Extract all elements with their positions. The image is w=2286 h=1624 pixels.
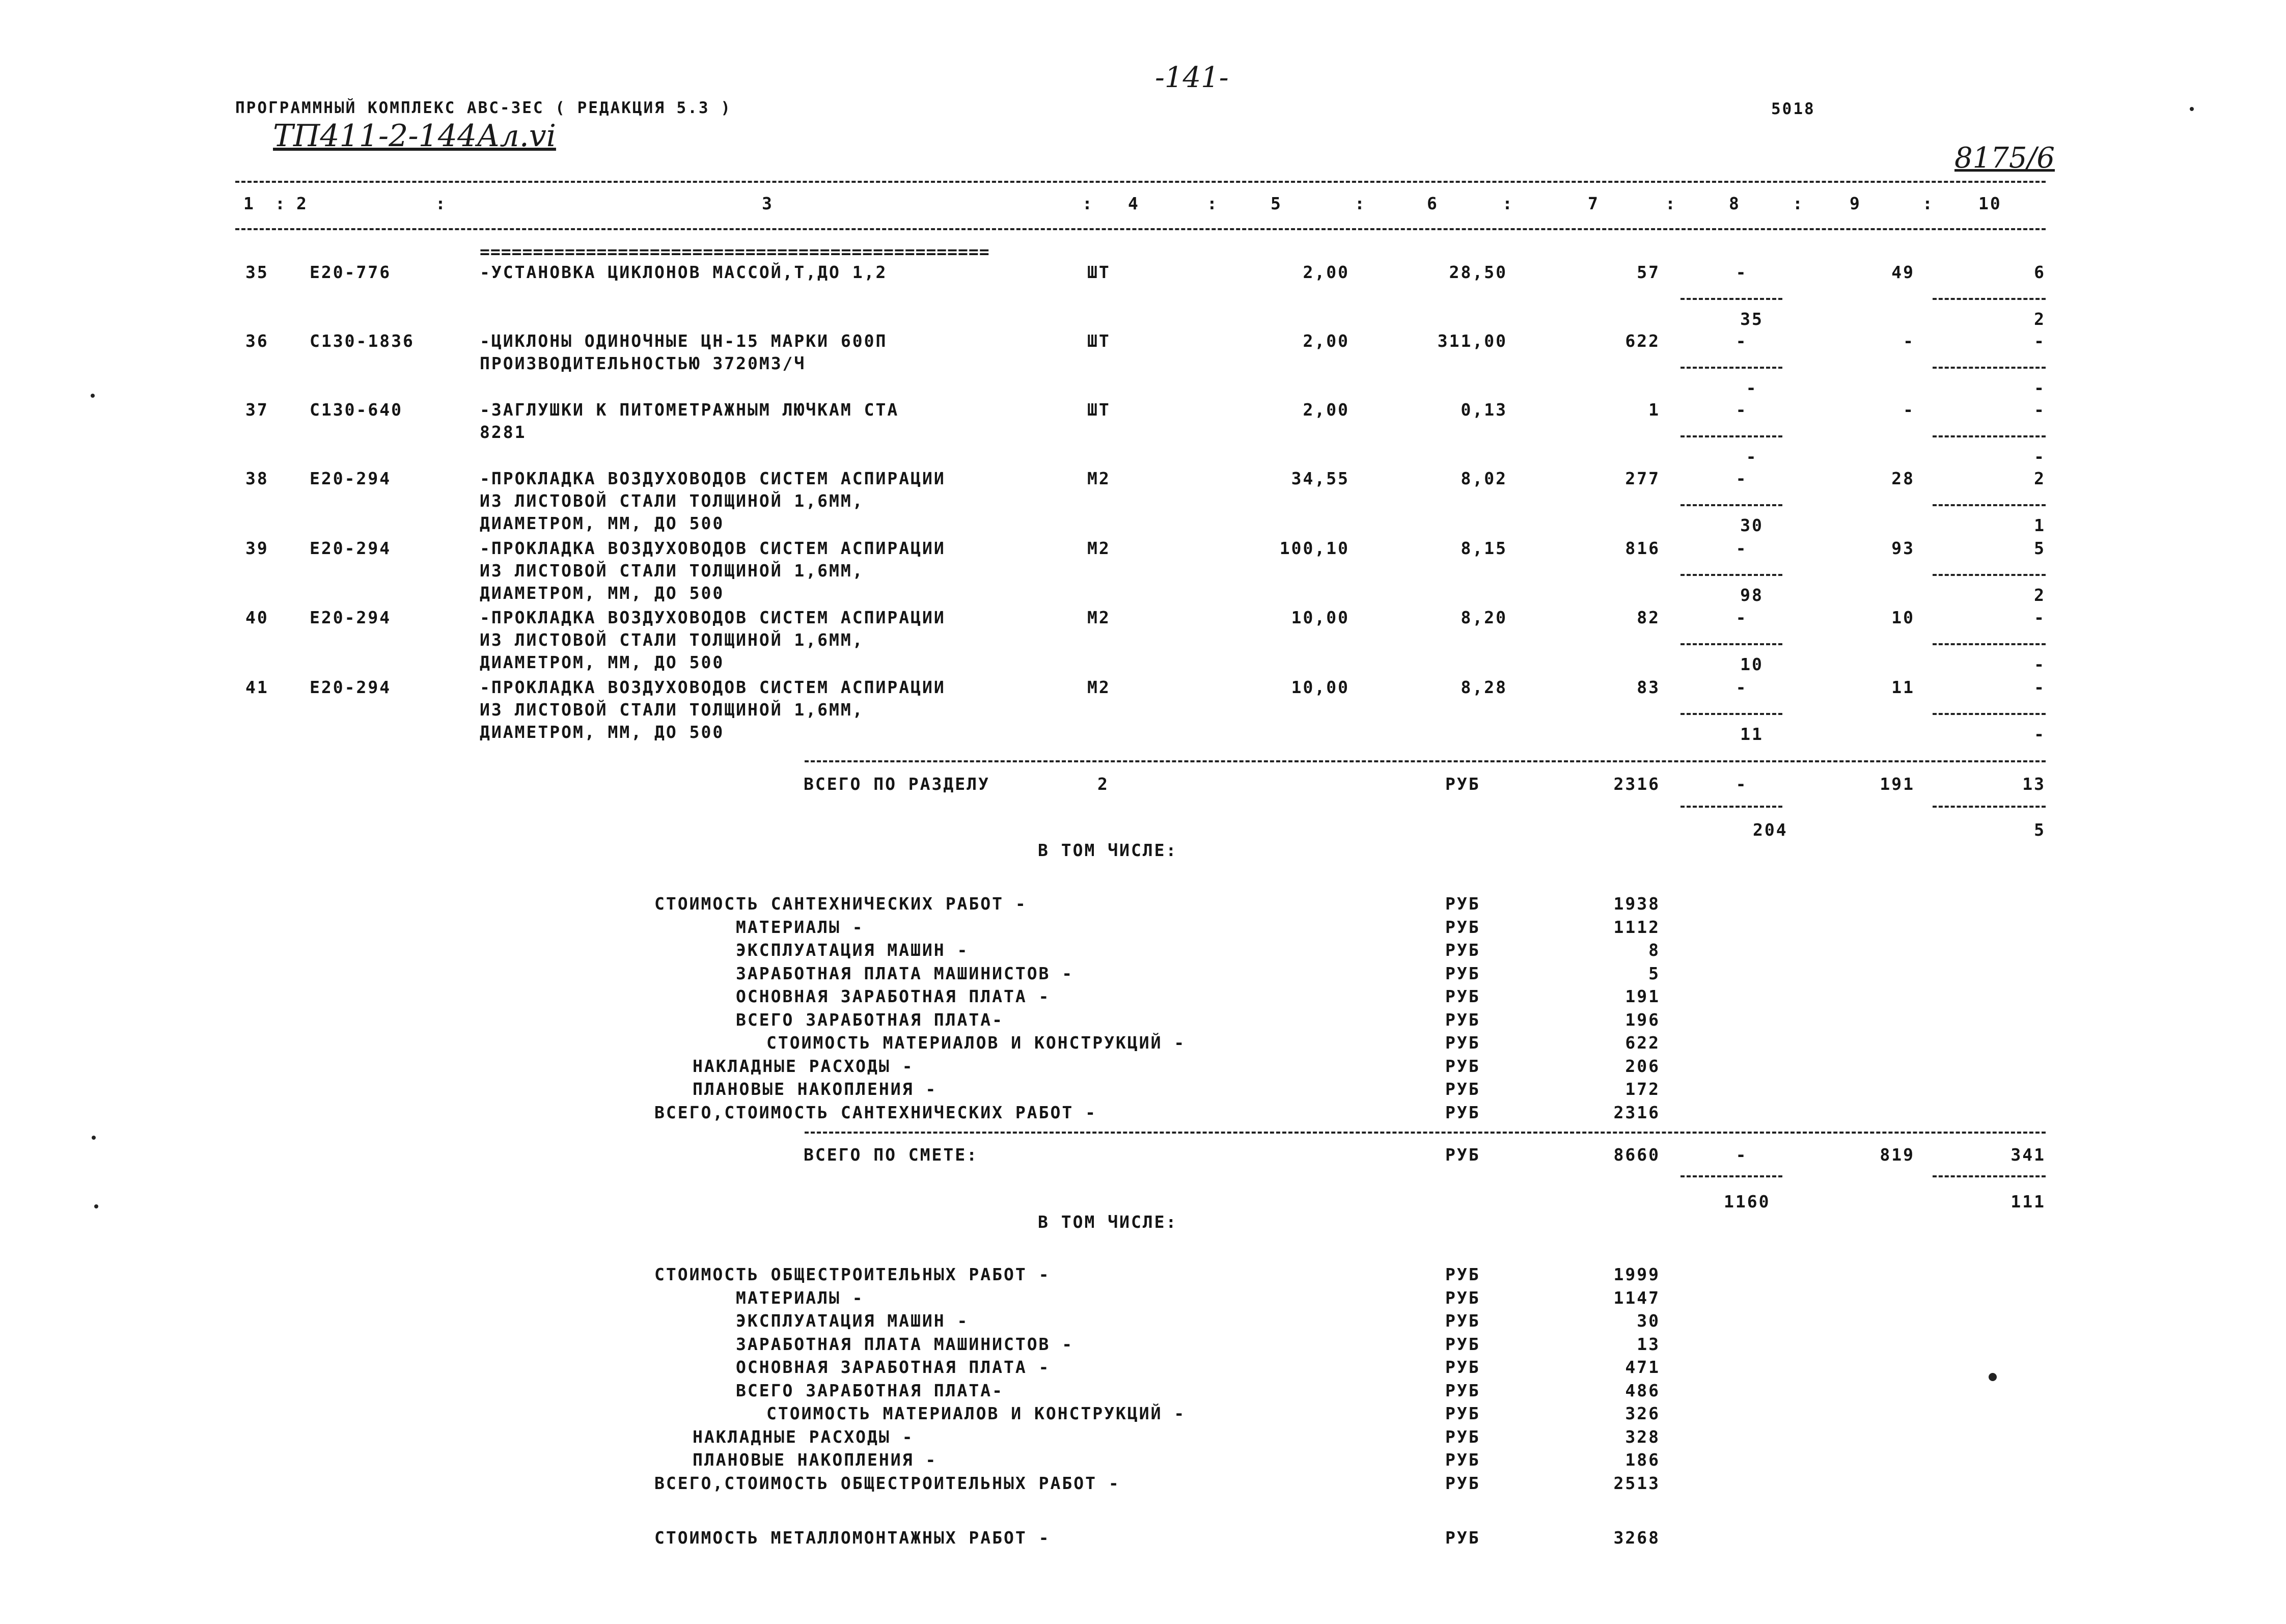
estimate-total-c8: - — [1736, 1145, 1748, 1165]
header-top-rule — [235, 181, 2046, 183]
row-description-line: ДИАМЕТРОМ, ММ, ДО 500 — [480, 513, 725, 533]
row-code: Е20-776 — [310, 262, 392, 282]
row-number: 41 — [245, 677, 269, 697]
scan-speck — [92, 1136, 96, 1140]
breakdown-unit: РУБ — [1445, 963, 1480, 983]
row-description-line: -ЗАГЛУШКИ К ПИТОМЕТРАЖНЫМ ЛЮЧКАМ СТА — [480, 400, 899, 420]
row-c10b: 2 — [2034, 585, 2046, 605]
row-description-line: ИЗ ЛИСТОВОЙ СТАЛИ ТОЛЩИНОЙ 1,6ММ, — [480, 700, 864, 720]
breakdown-unit: РУБ — [1445, 1079, 1480, 1099]
row-c8-rule — [1681, 713, 1782, 715]
breakdown-unit: РУБ — [1445, 1102, 1480, 1122]
row-number: 38 — [245, 469, 269, 488]
breakdown-label: ЗАРАБОТНАЯ ПЛАТА МАШИНИСТОВ - — [736, 1334, 1074, 1354]
breakdown-unit: РУБ — [1445, 1287, 1480, 1308]
row-number: 40 — [245, 608, 269, 627]
row-c8b: - — [1746, 447, 1758, 466]
row-c10b: 1 — [2034, 515, 2046, 535]
row-c9: 28 — [1891, 469, 1915, 488]
row-c10b: - — [2034, 447, 2046, 466]
row-c8: - — [1736, 608, 1748, 627]
row-code: С130-1836 — [310, 331, 415, 351]
row-c10b: - — [2034, 378, 2046, 398]
row-c9: 11 — [1891, 677, 1915, 697]
row-description-line: ДИАМЕТРОМ, ММ, ДО 500 — [480, 722, 725, 742]
breakdown-unit: РУБ — [1445, 1403, 1480, 1423]
row-c8b: 98 — [1740, 585, 1764, 605]
estimate-total-label: ВСЕГО ПО СМЕТЕ: — [804, 1145, 979, 1165]
breakdown-label: СТОИМОСТЬ МАТЕРИАЛОВ И КОНСТРУКЦИЙ - — [766, 1403, 1186, 1423]
estimate-total-c10: 341 — [2010, 1145, 2046, 1165]
section-total-c10: 13 — [2022, 774, 2046, 794]
breakdown-unit: РУБ — [1445, 1311, 1480, 1331]
row-description-line: ПРОИЗВОДИТЕЛЬНОСТЬЮ 3720М3/Ч — [480, 353, 806, 373]
row-total: 622 — [1625, 331, 1660, 351]
page-number: -141- — [1155, 61, 1229, 94]
row-c8: - — [1736, 469, 1748, 488]
breakdown-value: 172 — [1625, 1079, 1660, 1099]
breakdown-value: 326 — [1625, 1403, 1660, 1423]
breakdown-value: 1999 — [1613, 1264, 1660, 1284]
breakdown-unit: РУБ — [1445, 1009, 1480, 1030]
breakdown-label: ПЛАНОВЫЕ НАКОПЛЕНИЯ - — [693, 1079, 938, 1099]
breakdown-label: ПЛАНОВЫЕ НАКОПЛЕНИЯ - — [693, 1450, 938, 1470]
breakdown-value: 5 — [1648, 963, 1660, 983]
estimate-total-c8b: 1160 — [1724, 1192, 1771, 1212]
breakdown-label: НАКЛАДНЫЕ РАСХОДЫ - — [693, 1056, 914, 1076]
column-separator: : — [1793, 194, 1804, 213]
breakdown-unit: РУБ — [1445, 1056, 1480, 1076]
estimate-total-value: 8660 — [1613, 1145, 1660, 1165]
row-number: 39 — [245, 538, 269, 558]
estimate-total-c8-rule — [1681, 1175, 1782, 1177]
section-total-c8-rule — [1681, 806, 1782, 808]
archive-stamp: 8175/6 — [1954, 142, 2055, 175]
row-c9: 93 — [1891, 538, 1915, 558]
row-unit: ШТ — [1087, 400, 1111, 420]
row-c8-rule — [1681, 298, 1782, 300]
breakdown-value: 1938 — [1613, 894, 1660, 914]
row-c10b: 2 — [2034, 309, 2046, 329]
row-c10-rule — [1933, 713, 2046, 715]
column-separator: : — [1355, 194, 1366, 213]
row-c8: - — [1736, 331, 1748, 351]
section-total-value: 2316 — [1613, 774, 1660, 794]
row-unit-price: 28,50 — [1449, 262, 1507, 282]
row-code: С130-640 — [310, 400, 403, 420]
breakdown-unit: РУБ — [1445, 1334, 1480, 1354]
breakdown-label: ВСЕГО ЗАРАБОТНАЯ ПЛАТА- — [736, 1380, 1004, 1400]
section-total-c8b: 204 — [1753, 820, 1788, 840]
breakdown-value: 486 — [1625, 1380, 1660, 1400]
column-header-4: 4 — [1128, 194, 1140, 213]
column-separator: : — [1207, 194, 1219, 213]
breakdown-value: 191 — [1625, 986, 1660, 1006]
column-separator: : — [275, 194, 287, 213]
column-header-8: 8 — [1729, 194, 1741, 213]
row-c8-rule — [1681, 504, 1782, 506]
row-total: 57 — [1637, 262, 1660, 282]
row-quantity: 100,10 — [1279, 538, 1349, 558]
estimate-total-c10-rule — [1933, 1175, 2046, 1177]
row-unit-price: 0,13 — [1461, 400, 1507, 420]
section-total-rule — [805, 760, 2046, 762]
row-description-line: -ПРОКЛАДКА ВОЗДУХОВОДОВ СИСТЕМ АСПИРАЦИИ — [480, 608, 946, 627]
row-c10-rule — [1933, 298, 2046, 300]
breakdown-value: 13 — [1637, 1334, 1660, 1354]
row-code: Е20-294 — [310, 677, 392, 697]
row-unit: ШТ — [1087, 331, 1111, 351]
row-unit: М2 — [1087, 608, 1111, 627]
row-description-line: -ПРОКЛАДКА ВОЗДУХОВОДОВ СИСТЕМ АСПИРАЦИИ — [480, 677, 946, 697]
row-quantity: 10,00 — [1291, 677, 1349, 697]
scan-speck — [2190, 107, 2194, 111]
row-c8b: 10 — [1740, 654, 1764, 674]
column-header-9: 9 — [1850, 194, 1861, 213]
breakdown2-heading: В ТОМ ЧИСЛЕ: — [1038, 1212, 1178, 1232]
section-total-number: 2 — [1097, 774, 1109, 794]
row-total: 82 — [1637, 608, 1660, 627]
row-number: 36 — [245, 331, 269, 351]
estimate-total-c9: 819 — [1880, 1145, 1915, 1165]
row-quantity: 10,00 — [1291, 608, 1349, 627]
column-header-3: 3 — [762, 194, 774, 213]
breakdown-unit: РУБ — [1445, 894, 1480, 914]
row-c10-rule — [1933, 643, 2046, 645]
breakdown-unit: РУБ — [1445, 940, 1480, 960]
header-bottom-rule — [235, 228, 2046, 230]
row-unit-price: 311,00 — [1437, 331, 1507, 351]
scan-speck — [94, 1204, 98, 1208]
breakdown-value: 8 — [1648, 940, 1660, 960]
section-total-label: ВСЕГО ПО РАЗДЕЛУ — [804, 774, 990, 794]
column-header-2: 2 — [296, 194, 308, 213]
column-header-5: 5 — [1271, 194, 1282, 213]
section-total-c9: 191 — [1880, 774, 1915, 794]
section-total-unit: РУБ — [1445, 774, 1480, 794]
row-c10: - — [2034, 400, 2046, 420]
row-c10: 5 — [2034, 538, 2046, 558]
breakdown-value: 2513 — [1613, 1473, 1660, 1493]
row-unit-price: 8,02 — [1461, 469, 1507, 488]
row-total: 277 — [1625, 469, 1660, 488]
breakdown-value: 3268 — [1613, 1528, 1660, 1548]
row-number: 37 — [245, 400, 269, 420]
row-description-line: ИЗ ЛИСТОВОЙ СТАЛИ ТОЛЩИНОЙ 1,6ММ, — [480, 491, 864, 511]
row-c10-rule — [1933, 504, 2046, 506]
row-c10b: - — [2034, 654, 2046, 674]
breakdown-value: 196 — [1625, 1009, 1660, 1030]
estimate-total-unit: РУБ — [1445, 1145, 1480, 1165]
breakdown-value: 30 — [1637, 1311, 1660, 1331]
estimate-total-rule — [805, 1132, 2046, 1134]
breakdown-unit: РУБ — [1445, 1473, 1480, 1493]
column-header-1: 1 — [243, 194, 255, 213]
column-separator: : — [1502, 194, 1514, 213]
breakdown-value: 1147 — [1613, 1287, 1660, 1308]
row-unit-price: 8,15 — [1461, 538, 1507, 558]
row-unit: М2 — [1087, 469, 1111, 488]
row-total: 816 — [1625, 538, 1660, 558]
breakdown-unit: РУБ — [1445, 1357, 1480, 1377]
row-total: 1 — [1648, 400, 1660, 420]
row-description-line: ДИАМЕТРОМ, ММ, ДО 500 — [480, 583, 725, 603]
row-c10: 2 — [2034, 469, 2046, 488]
row-description-line: -ПРОКЛАДКА ВОЗДУХОВОДОВ СИСТЕМ АСПИРАЦИИ — [480, 469, 946, 488]
breakdown-unit: РУБ — [1445, 1380, 1480, 1400]
column-header-10: 10 — [1978, 194, 2002, 213]
section-total-c8: - — [1736, 774, 1748, 794]
row-description-line: ИЗ ЛИСТОВОЙ СТАЛИ ТОЛЩИНОЙ 1,6ММ, — [480, 561, 864, 581]
row-c8b: - — [1746, 378, 1758, 398]
section-total-c10-rule — [1933, 806, 2046, 808]
row-c10: 6 — [2034, 262, 2046, 282]
breakdown-label: ЭКСПЛУАТАЦИЯ МАШИН - — [736, 1311, 969, 1331]
row-c10-rule — [1933, 367, 2046, 369]
column-header-6: 6 — [1427, 194, 1439, 213]
row-description-line: -ПРОКЛАДКА ВОЗДУХОВОДОВ СИСТЕМ АСПИРАЦИИ — [480, 538, 946, 558]
row-c10b: - — [2034, 724, 2046, 744]
row-c10-rule — [1933, 435, 2046, 437]
row-description-line: -УСТАНОВКА ЦИКЛОНОВ МАССОЙ,Т,ДО 1,2 — [480, 262, 888, 282]
breakdown-label: ОСНОВНАЯ ЗАРАБОТНАЯ ПЛАТА - — [736, 1357, 1051, 1377]
row-c8b: 35 — [1740, 309, 1764, 329]
breakdown-unit: РУБ — [1445, 986, 1480, 1006]
breakdown-label: ОСНОВНАЯ ЗАРАБОТНАЯ ПЛАТА - — [736, 986, 1051, 1006]
section-divider: ================================================ — [480, 242, 990, 262]
row-c8-rule — [1681, 643, 1782, 645]
row-c8: - — [1736, 538, 1748, 558]
row-c8: - — [1736, 262, 1748, 282]
breakdown-label: СТОИМОСТЬ МАТЕРИАЛОВ И КОНСТРУКЦИЙ - — [766, 1033, 1186, 1053]
column-separator: : — [1665, 194, 1677, 213]
row-quantity: 2,00 — [1303, 331, 1349, 351]
breakdown-unit: РУБ — [1445, 1528, 1480, 1548]
breakdown-value: 186 — [1625, 1450, 1660, 1470]
row-code: Е20-294 — [310, 608, 392, 627]
row-c9: 49 — [1891, 262, 1915, 282]
row-description-line: ДИАМЕТРОМ, ММ, ДО 500 — [480, 652, 725, 672]
row-description-line: 8281 — [480, 422, 527, 442]
document-code: 5018 — [1771, 100, 1815, 118]
breakdown-label: НАКЛАДНЫЕ РАСХОДЫ - — [693, 1426, 914, 1447]
breakdown-value: 2316 — [1613, 1102, 1660, 1122]
program-header: ПРОГРАММНЫЙ КОМПЛЕКС АВС-ЗЕС ( РЕДАКЦИЯ 5.3 ) — [235, 99, 732, 117]
breakdown-unit: РУБ — [1445, 1450, 1480, 1470]
row-description-line: -ЦИКЛОНЫ ОДИНОЧНЫЕ ЦН-15 МАРКИ 600П — [480, 331, 888, 351]
row-c8: - — [1736, 677, 1748, 697]
row-c10-rule — [1933, 574, 2046, 576]
column-separator: : — [1082, 194, 1094, 213]
section-total-c10b: 5 — [2034, 820, 2046, 840]
row-c9: - — [1903, 400, 1915, 420]
row-unit: М2 — [1087, 677, 1111, 697]
breakdown-value: 1112 — [1613, 917, 1660, 937]
breakdown-value: 328 — [1625, 1426, 1660, 1447]
row-description-line: ИЗ ЛИСТОВОЙ СТАЛИ ТОЛЩИНОЙ 1,6ММ, — [480, 630, 864, 650]
row-quantity: 2,00 — [1303, 262, 1349, 282]
row-c8-rule — [1681, 574, 1782, 576]
breakdown-label: СТОИМОСТЬ ОБЩЕСТРОИТЕЛЬНЫХ РАБОТ - — [654, 1264, 1051, 1284]
breakdown-label: ЗАРАБОТНАЯ ПЛАТА МАШИНИСТОВ - — [736, 963, 1074, 983]
row-quantity: 34,55 — [1291, 469, 1349, 488]
row-unit-price: 8,28 — [1461, 677, 1507, 697]
row-c9: - — [1903, 331, 1915, 351]
scan-speck — [91, 394, 95, 398]
breakdown-label: ВСЕГО,СТОИМОСТЬ ОБЩЕСТРОИТЕЛЬНЫХ РАБОТ - — [654, 1473, 1120, 1493]
breakdown1-heading: В ТОМ ЧИСЛЕ: — [1038, 840, 1178, 860]
row-c8-rule — [1681, 435, 1782, 437]
breakdown-value: 471 — [1625, 1357, 1660, 1377]
row-c8b: 11 — [1740, 724, 1764, 744]
column-separator: : — [1922, 194, 1934, 213]
breakdown-label: ВСЕГО,СТОИМОСТЬ САНТЕХНИЧЕСКИХ РАБОТ - — [654, 1102, 1097, 1122]
breakdown-value: 622 — [1625, 1033, 1660, 1053]
row-quantity: 2,00 — [1303, 400, 1349, 420]
scan-speck — [1989, 1373, 1997, 1381]
row-unit: М2 — [1087, 538, 1111, 558]
row-c8: - — [1736, 400, 1748, 420]
row-number: 35 — [245, 262, 269, 282]
breakdown-unit: РУБ — [1445, 1264, 1480, 1284]
row-unit: ШТ — [1087, 262, 1111, 282]
row-c8-rule — [1681, 367, 1782, 369]
breakdown-label: СТОИМОСТЬ МЕТАЛЛОМОНТАЖНЫХ РАБОТ - — [654, 1528, 1051, 1548]
breakdown-unit: РУБ — [1445, 1426, 1480, 1447]
breakdown-label: МАТЕРИАЛЫ - — [736, 1287, 864, 1308]
breakdown-label: ЭКСПЛУАТАЦИЯ МАШИН - — [736, 940, 969, 960]
breakdown-label: МАТЕРИАЛЫ - — [736, 917, 864, 937]
row-unit-price: 8,20 — [1461, 608, 1507, 627]
row-c10: - — [2034, 677, 2046, 697]
row-c10: - — [2034, 608, 2046, 627]
breakdown-unit: РУБ — [1445, 917, 1480, 937]
breakdown-label: ВСЕГО ЗАРАБОТНАЯ ПЛАТА- — [736, 1009, 1004, 1030]
row-c10: - — [2034, 331, 2046, 351]
breakdown-label: СТОИМОСТЬ САНТЕХНИЧЕСКИХ РАБОТ - — [654, 894, 1027, 914]
column-header-7: 7 — [1588, 194, 1600, 213]
breakdown-unit: РУБ — [1445, 1033, 1480, 1053]
estimate-total-c10b: 111 — [2010, 1192, 2046, 1212]
row-total: 83 — [1637, 677, 1660, 697]
row-c9: 10 — [1891, 608, 1915, 627]
project-code: ТП411-2-144Ал.vi — [273, 118, 556, 154]
breakdown-value: 206 — [1625, 1056, 1660, 1076]
row-code: Е20-294 — [310, 538, 392, 558]
row-code: Е20-294 — [310, 469, 392, 488]
column-separator: : — [435, 194, 447, 213]
row-c8b: 30 — [1740, 515, 1764, 535]
